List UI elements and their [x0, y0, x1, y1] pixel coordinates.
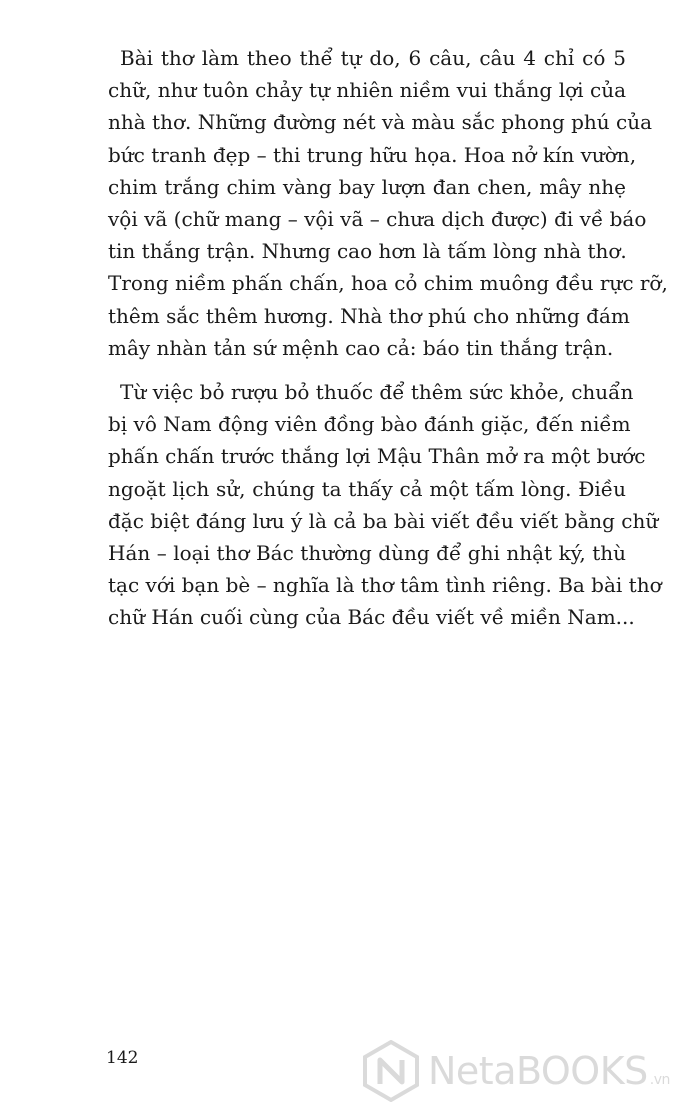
text-line: bức tranh đẹp – thi trung hữu họa. Hoa nở kín vườn, — [108, 142, 637, 167]
watermark-brand — [428, 1049, 670, 1093]
text-line: vội vã (chữ mang – vội vã – chưa dịch được) đi về báo — [108, 207, 647, 232]
paragraph-2 — [108, 376, 662, 634]
text-line: tạc với bạn bè – nghĩa là thơ tâm tình riêng. Ba bài thơ — [108, 573, 662, 598]
page-number: 142 — [106, 1048, 139, 1068]
watermark-suffix: .vn — [649, 1072, 670, 1088]
text-line: Hán – loại thơ Bác thường dùng để ghi nhật ký, thù — [108, 541, 626, 566]
body-text — [108, 42, 668, 634]
text-line: tin thắng trận. Nhưng cao hơn là tấm lòng nhà thơ. — [108, 239, 627, 264]
text-line: ngoặt lịch sử, chúng ta thấy cả một tấm lòng. Điều — [108, 476, 626, 501]
text-line: Từ việc bỏ rượu bỏ thuốc để thêm sức khỏe, chuẩn — [120, 380, 634, 405]
text-line: Trong niềm phấn chấn, hoa cỏ chim muông đều rực rỡ, — [108, 271, 668, 296]
paragraph-1 — [108, 42, 668, 364]
text-line: chữ Hán cuối cùng của Bác đều viết về miền Nam... — [108, 605, 635, 630]
text-line: phấn chấn trước thắng lợi Mậu Thân mở ra một bước — [108, 444, 646, 469]
watermark — [362, 1036, 692, 1106]
text-line: chim trắng chim vàng bay lượn đan chen, mây nhẹ — [108, 174, 626, 199]
text-line: thêm sắc thêm hương. Nhà thơ phú cho những đám — [108, 303, 630, 328]
text-line: bị vô Nam động viên đồng bào đánh giặc, đến niềm — [108, 412, 631, 437]
text-line: đặc biệt đáng lưu ý là cả ba bài viết đều viết bằng chữ — [108, 508, 659, 533]
netabooks-logo-icon — [362, 1040, 420, 1102]
text-line: chữ, như tuôn chảy tự nhiên niềm vui thắng lợi của — [108, 78, 626, 103]
text-line: nhà thơ. Những đường nét và màu sắc phong phú của — [108, 110, 653, 135]
text-line: mây nhàn tản sứ mệnh cao cả: báo tin thắng trận. — [108, 335, 614, 360]
text-line: Bài thơ làm theo thể tự do, 6 câu, câu 4 chỉ có 5 — [120, 46, 626, 70]
watermark-brand-name: NetaBOOKS — [428, 1049, 648, 1093]
